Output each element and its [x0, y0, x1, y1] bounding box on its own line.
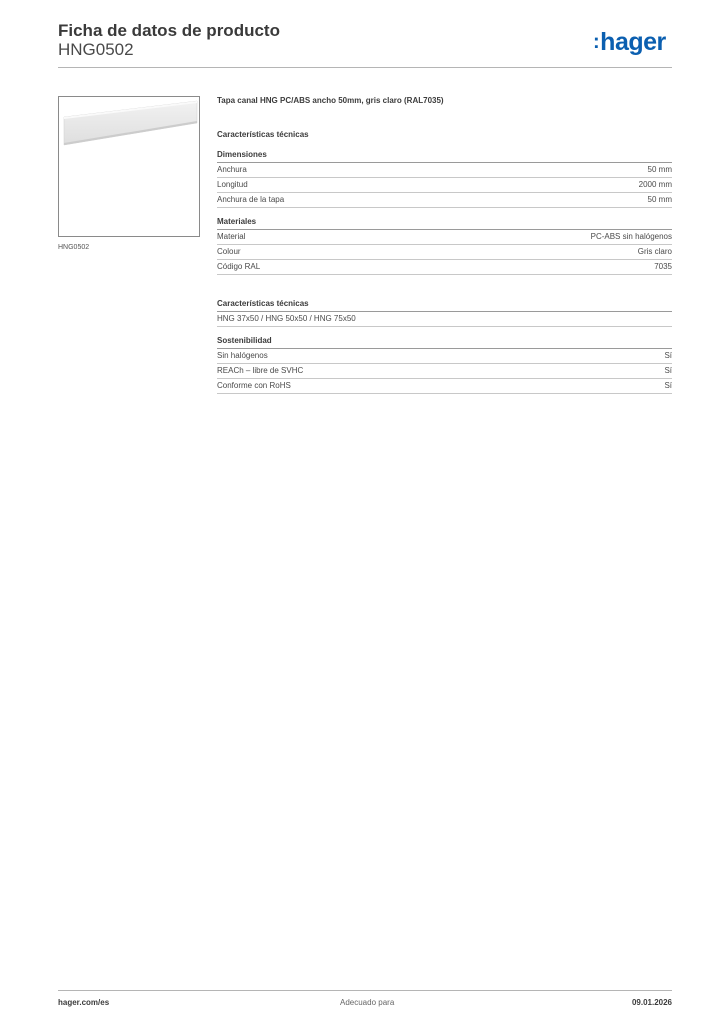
table-row: Longitud 2000 mm	[217, 178, 672, 193]
footer-website-link[interactable]: hager.com/es	[58, 998, 110, 1007]
cover-strip-icon	[59, 97, 201, 238]
group-dimensiones-title: Dimensiones	[217, 150, 672, 163]
table-row: HNG 37x50 / HNG 50x50 / HNG 75x50	[217, 312, 672, 327]
group-sostenibilidad-title: Sostenibilidad	[217, 336, 672, 349]
table-row: Material PC-ABS sin halógenos	[217, 230, 672, 245]
page-title: Ficha de datos de producto	[58, 21, 280, 40]
footer-date: 09.01.2026	[631, 998, 672, 1007]
table-row: Código RAL 7035	[217, 260, 672, 275]
logo-text: hager	[600, 28, 666, 56]
image-caption: HNG0502	[58, 244, 90, 251]
table-row: Anchura de la tapa 50 mm	[217, 193, 672, 208]
group-materiales-title: Materiales	[217, 217, 672, 230]
table-row: Anchura 50 mm	[217, 163, 672, 178]
product-code: HNG0502	[58, 40, 134, 59]
table-row: Sin halógenos Sí	[217, 349, 672, 364]
logo-colon-icon: :	[593, 31, 600, 53]
section-tech-title: Características técnicas	[217, 130, 309, 139]
hager-logo[interactable]	[593, 28, 666, 57]
product-details	[217, 96, 672, 394]
group-caracteristicas-title: Características técnicas	[217, 299, 672, 312]
table-row: REACh – libre de SVHC Sí	[217, 364, 672, 379]
product-image	[58, 96, 200, 237]
header-divider	[58, 67, 672, 68]
table-row: Colour Gris claro	[217, 245, 672, 260]
table-row: Conforme con RoHS Sí	[217, 379, 672, 394]
footer-divider	[58, 990, 672, 991]
footer-suitable-for: Adecuado para	[340, 998, 395, 1007]
product-title: Tapa canal HNG PC/ABS ancho 50mm, gris claro (RAL7035)	[217, 96, 444, 105]
